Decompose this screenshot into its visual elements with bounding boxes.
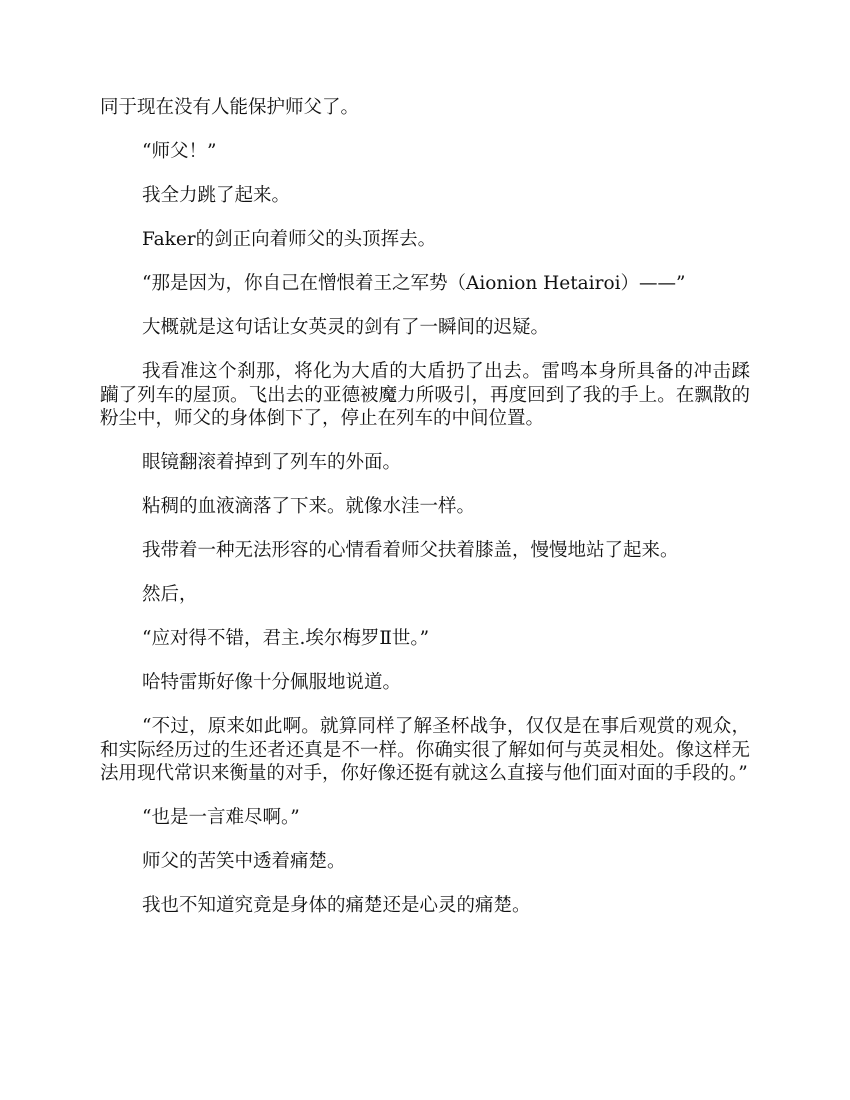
paragraph: Faker的剑正向着师父的头顶挥去。 (142, 229, 437, 250)
paragraph: 同于现在没有人能保护师父了。 (100, 97, 360, 118)
paragraph: 师父的苦笑中透着痛楚。 (142, 851, 346, 872)
paragraph: 大概就是这句话让女英灵的剑有了一瞬间的迟疑。 (142, 317, 550, 338)
paragraph: 我也不知道究竟是身体的痛楚还是心灵的痛楚。 (142, 895, 531, 916)
paragraph: 哈特雷斯好像十分佩服地说道。 (142, 672, 402, 693)
paragraph: “那是因为，你自己在憎恨着王之军势（Aionion Hetairoi）——” (142, 273, 686, 294)
paragraph: “也是一言难尽啊。” (142, 807, 300, 828)
paragraph: 我看准这个刹那，将化为大盾的大盾扔了出去。雷鸣本身所具备的冲击蹂躏了列车的屋顶。飞出去的亚德被魔力所吸引，再度回到了我的手上。在飘散的粉尘中，师父的身体倒下了，停止在列车的中间位置。 (100, 361, 750, 429)
paragraph: “师父！” (142, 141, 217, 162)
paragraph: “不过，原来如此啊。就算同样了解圣杯战争，仅仅是在事后观赏的观众，和实际经历过的生还者还真是不一样。你确实很了解如何与英灵相处。像这样无法用现代常识来衡量的对手，你好像还挺有就这么直接与他们面对面的手段的。” (100, 716, 750, 784)
paragraph: “应对得不错，君主.埃尔梅罗Ⅱ世。” (142, 628, 430, 649)
paragraph: 眼镜翻滚着掉到了列车的外面。 (142, 452, 402, 473)
paragraph: 我带着一种无法形容的心情看着师父扶着膝盖，慢慢地站了起来。 (142, 540, 679, 561)
paragraph: 我全力跳了起来。 (142, 185, 291, 206)
document-page (100, 96, 750, 938)
paragraph: 然后， (142, 584, 198, 605)
paragraph: 粘稠的血液滴落了下来。就像水洼一样。 (142, 496, 476, 517)
